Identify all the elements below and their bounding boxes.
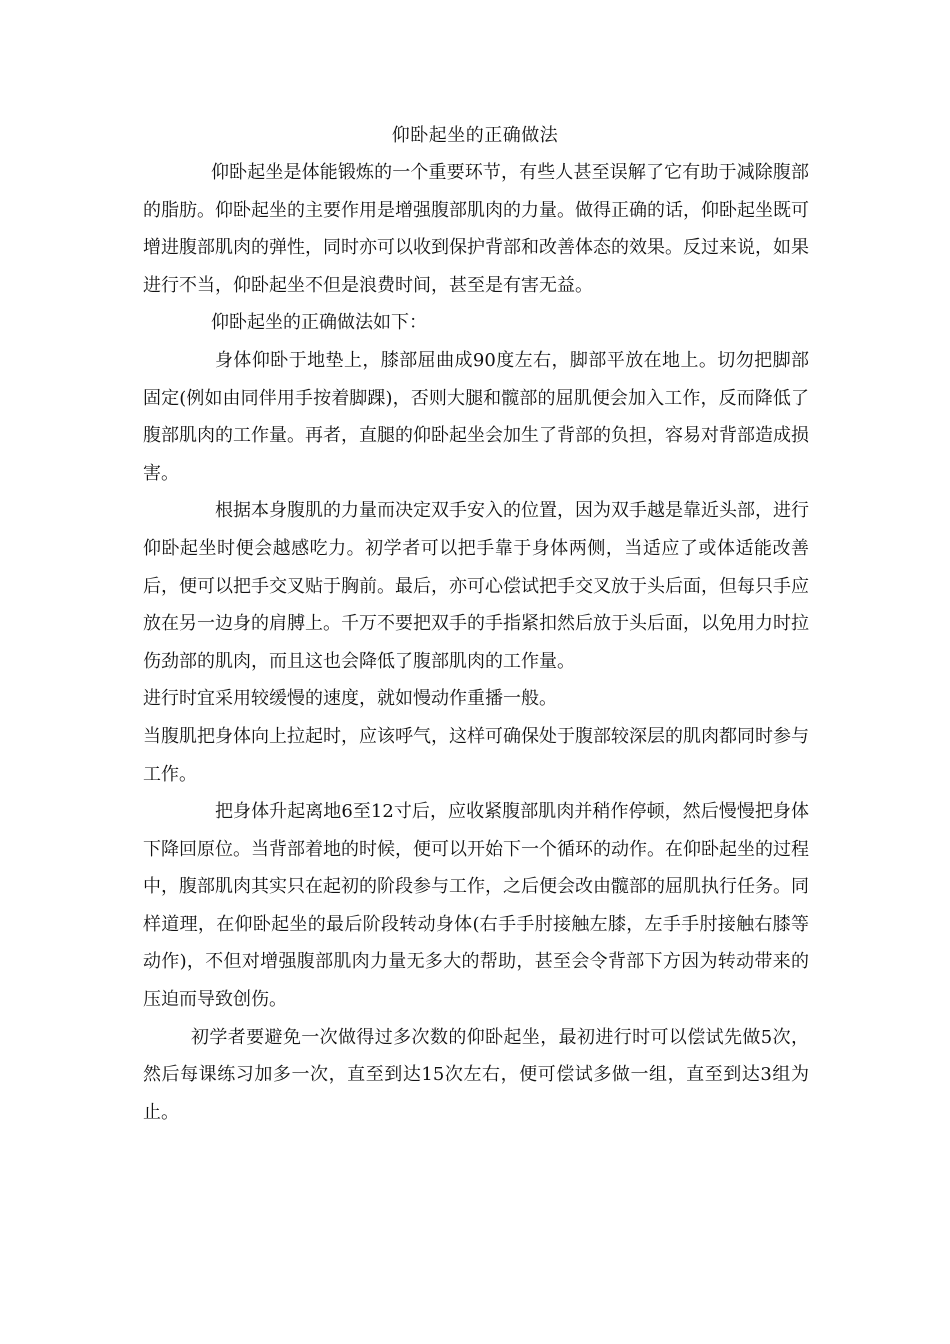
paragraph-lift-and-hold: 把身体升起离地6至12寸后，应收紧腹部肌肉并稍作停顿，然后慢慢把身体下降回原位。当背部着地的时候，便可以开始下一个循环的动作。在仰卧起坐的过程中，腹部肌肉其实只在起初的阶段参与工作，之后便会改由髋部的屈肌执行任务。同样道理，在仰卧起坐的最后阶段转动身体(右手手肘接触左膝，左手手肘接触右膝等动作)，不但对增强腹部肌肉力量无多大的帮助，甚至会令背部下方因为转动带来的压迫而导致创伤。: [143, 801, 809, 1011]
paragraph-breathing: 当腹肌把身体向上拉起时，应该呼气，这样可确保处于腹部较深层的肌肉都同时参与工作。: [143, 725, 809, 785]
paragraph-beginner-advice: 初学者要避免一次做得过多次数的仰卧起坐，最初进行时可以偿试先做5次，然后每课练习加多一次，直至到达15次左右，便可偿试多做一组，直至到达3组为止。: [143, 1026, 809, 1123]
document-title: 仰卧起坐的正确做法: [391, 125, 559, 146]
paragraph-method-heading: 仰卧起坐的正确做法如下：: [211, 312, 427, 334]
paragraph-intro: 仰卧起坐是体能锻炼的一个重要环节，有些人甚至误解了它有助于减除腹部的脂肪。仰卧起坐的主要作用是增强腹部肌肉的力量。做得正确的话，仰卧起坐既可增进腹部肌肉的弹性，同时亦可以收到保护背部和改善体态的效果。反过来说，如果进行不当，仰卧起坐不但是浪费时间，甚至是有害无益。: [143, 162, 809, 296]
paragraph-posture: 身体仰卧于地垫上，膝部屈曲成90度左右，脚部平放在地上。切勿把脚部固定(例如由同伴用手按着脚踝)，否则大腿和髋部的屈肌便会加入工作，反而降低了腹部肌肉的工作量。再者，直腿的仰卧起坐会加生了背部的负担，容易对背部造成损害。: [143, 349, 809, 484]
paragraph-hand-position: 根据本身腹肌的力量而决定双手安入的位置，因为双手越是靠近头部，进行仰卧起坐时便会越感吃力。初学者可以把手靠于身体两侧，当适应了或体适能改善后，便可以把手交叉贴于胸前。最后，亦可心偿试把手交叉放于头后面，但每只手应放在另一边身的肩膊上。千万不要把双手的手指紧扣然后放于头后面，以免用力时拉伤劲部的肌肉，而且这也会降低了腹部肌肉的工作量。: [143, 500, 809, 672]
document-body: [143, 154, 809, 1131]
paragraph-speed: 进行时宜采用较缓慢的速度，就如慢动作重播一般。: [143, 688, 557, 710]
